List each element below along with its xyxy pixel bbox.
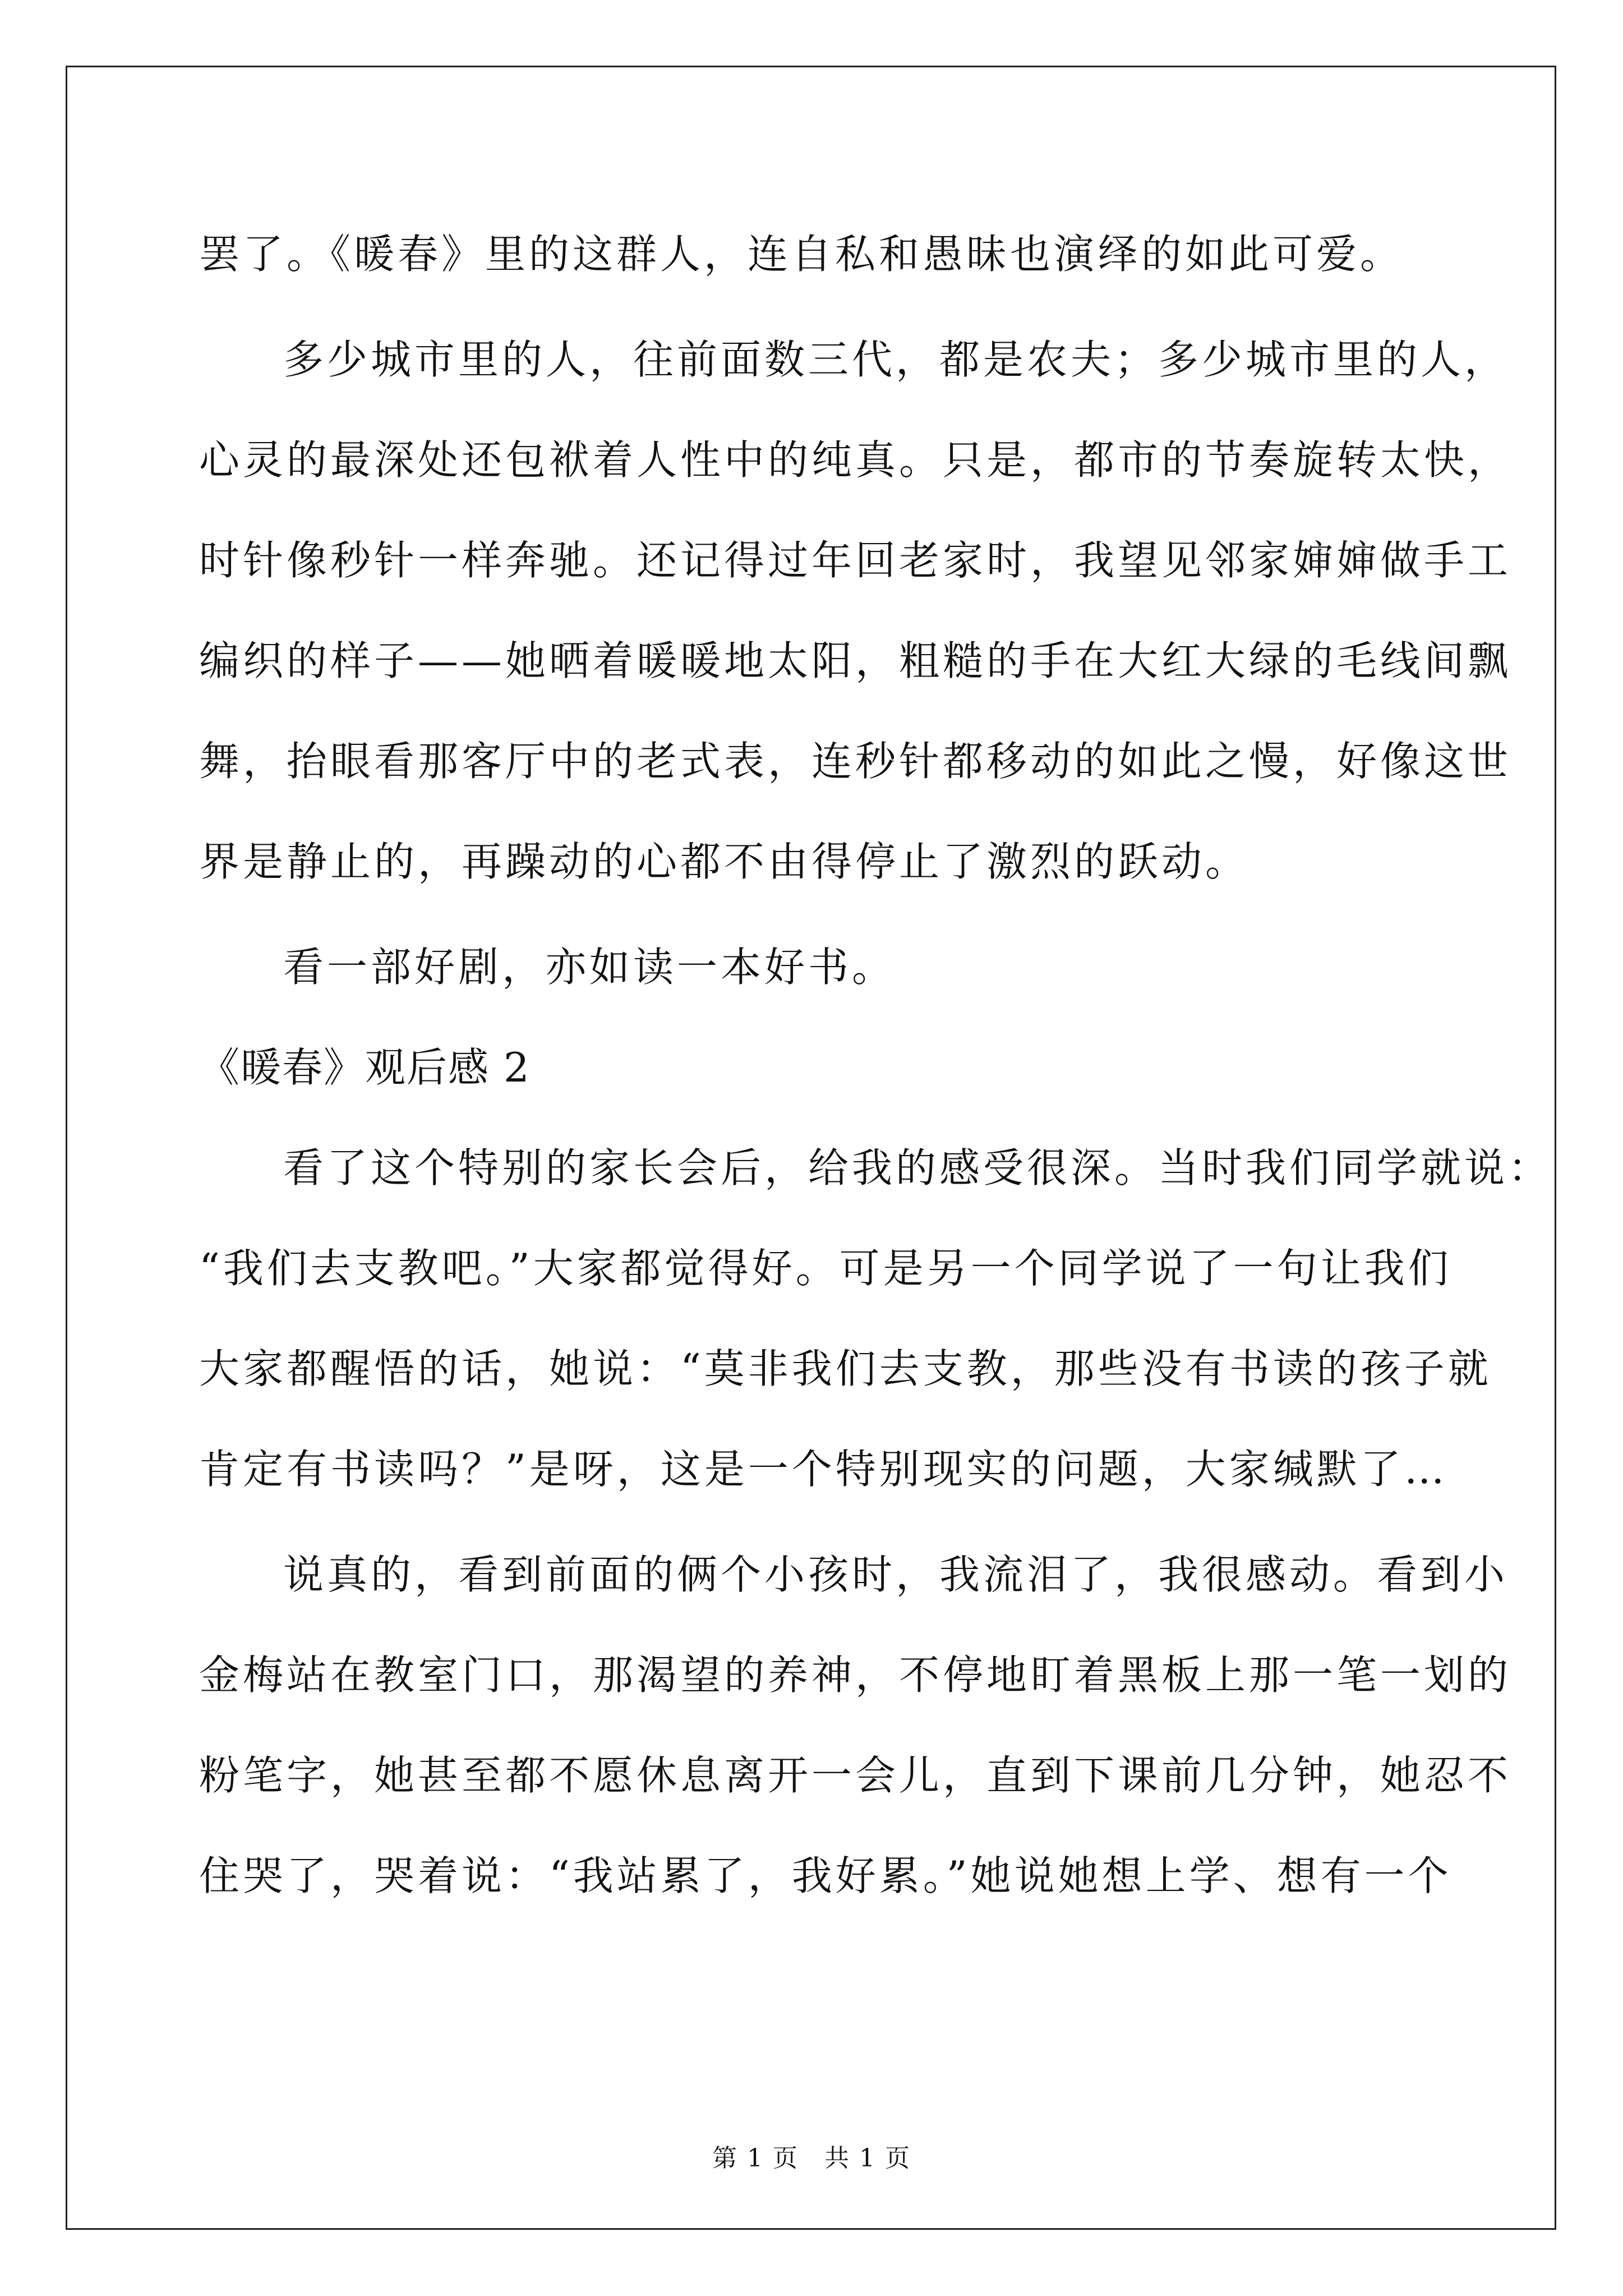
paragraph-line: 大家都醒悟的话，她说：“莫非我们去支教，那些没有书读的孩子就: [199, 1345, 1492, 1392]
paragraph-line: 罢了。《暖春》里的这群人，连自私和愚昧也演绎的如此可爱。: [199, 231, 1404, 278]
paragraph-line: 界是静止的，再躁动的心都不由得停止了激烈的跃动。: [199, 838, 1249, 885]
paragraph-line: 肯定有书读吗？”是呀，这是一个特别现实的问题，大家缄默了…: [199, 1446, 1448, 1493]
page-footer: 第 1 页 共 1 页: [712, 2144, 911, 2173]
paragraph-line: 编织的样子——她晒着暖暖地太阳，粗糙的手在大红大绿的毛线间飘: [199, 637, 1512, 684]
paragraph-line: 金梅站在教室门口，那渴望的养神，不停地盯着黑板上那一笔一划的: [199, 1651, 1512, 1699]
paragraph-line: 说真的，看到前面的俩个小孩时，我流泪了，我很感动。看到小: [283, 1551, 1509, 1598]
paragraph-line: 舞，抬眼看那客厅中的老式表，连秒针都移动的如此之慢，好像这世: [199, 738, 1512, 785]
paragraph-line: 粉笔字，她甚至都不愿休息离开一会儿，直到下课前几分钟，她忍不: [199, 1752, 1512, 1799]
paragraph-line: 看一部好剧，亦如读一本好书。: [283, 944, 896, 991]
paragraph-line: 住哭了，哭着说：“我站累了，我好累。”她说她想上学、想有一个: [199, 1852, 1452, 1899]
paragraph-line: 心灵的最深处还包袱着人性中的纯真。只是，都市的节奏旋转太快，: [199, 436, 1512, 484]
paragraph-line: 多少城市里的人，往前面数三代，都是农夫；多少城市里的人，: [283, 336, 1509, 383]
paragraph-line: 看了这个特别的家长会后，给我的感受很深。当时我们同学就说：: [283, 1144, 1552, 1191]
paragraph-line: 时针像秒针一样奔驰。还记得过年回老家时，我望见邻家婶婶做手工: [199, 537, 1512, 584]
paragraph-line: “我们去支教吧。”大家都觉得好。可是另一个同学说了一句让我们: [199, 1245, 1452, 1292]
section-heading: 《暖春》观后感 2: [199, 1044, 531, 1091]
